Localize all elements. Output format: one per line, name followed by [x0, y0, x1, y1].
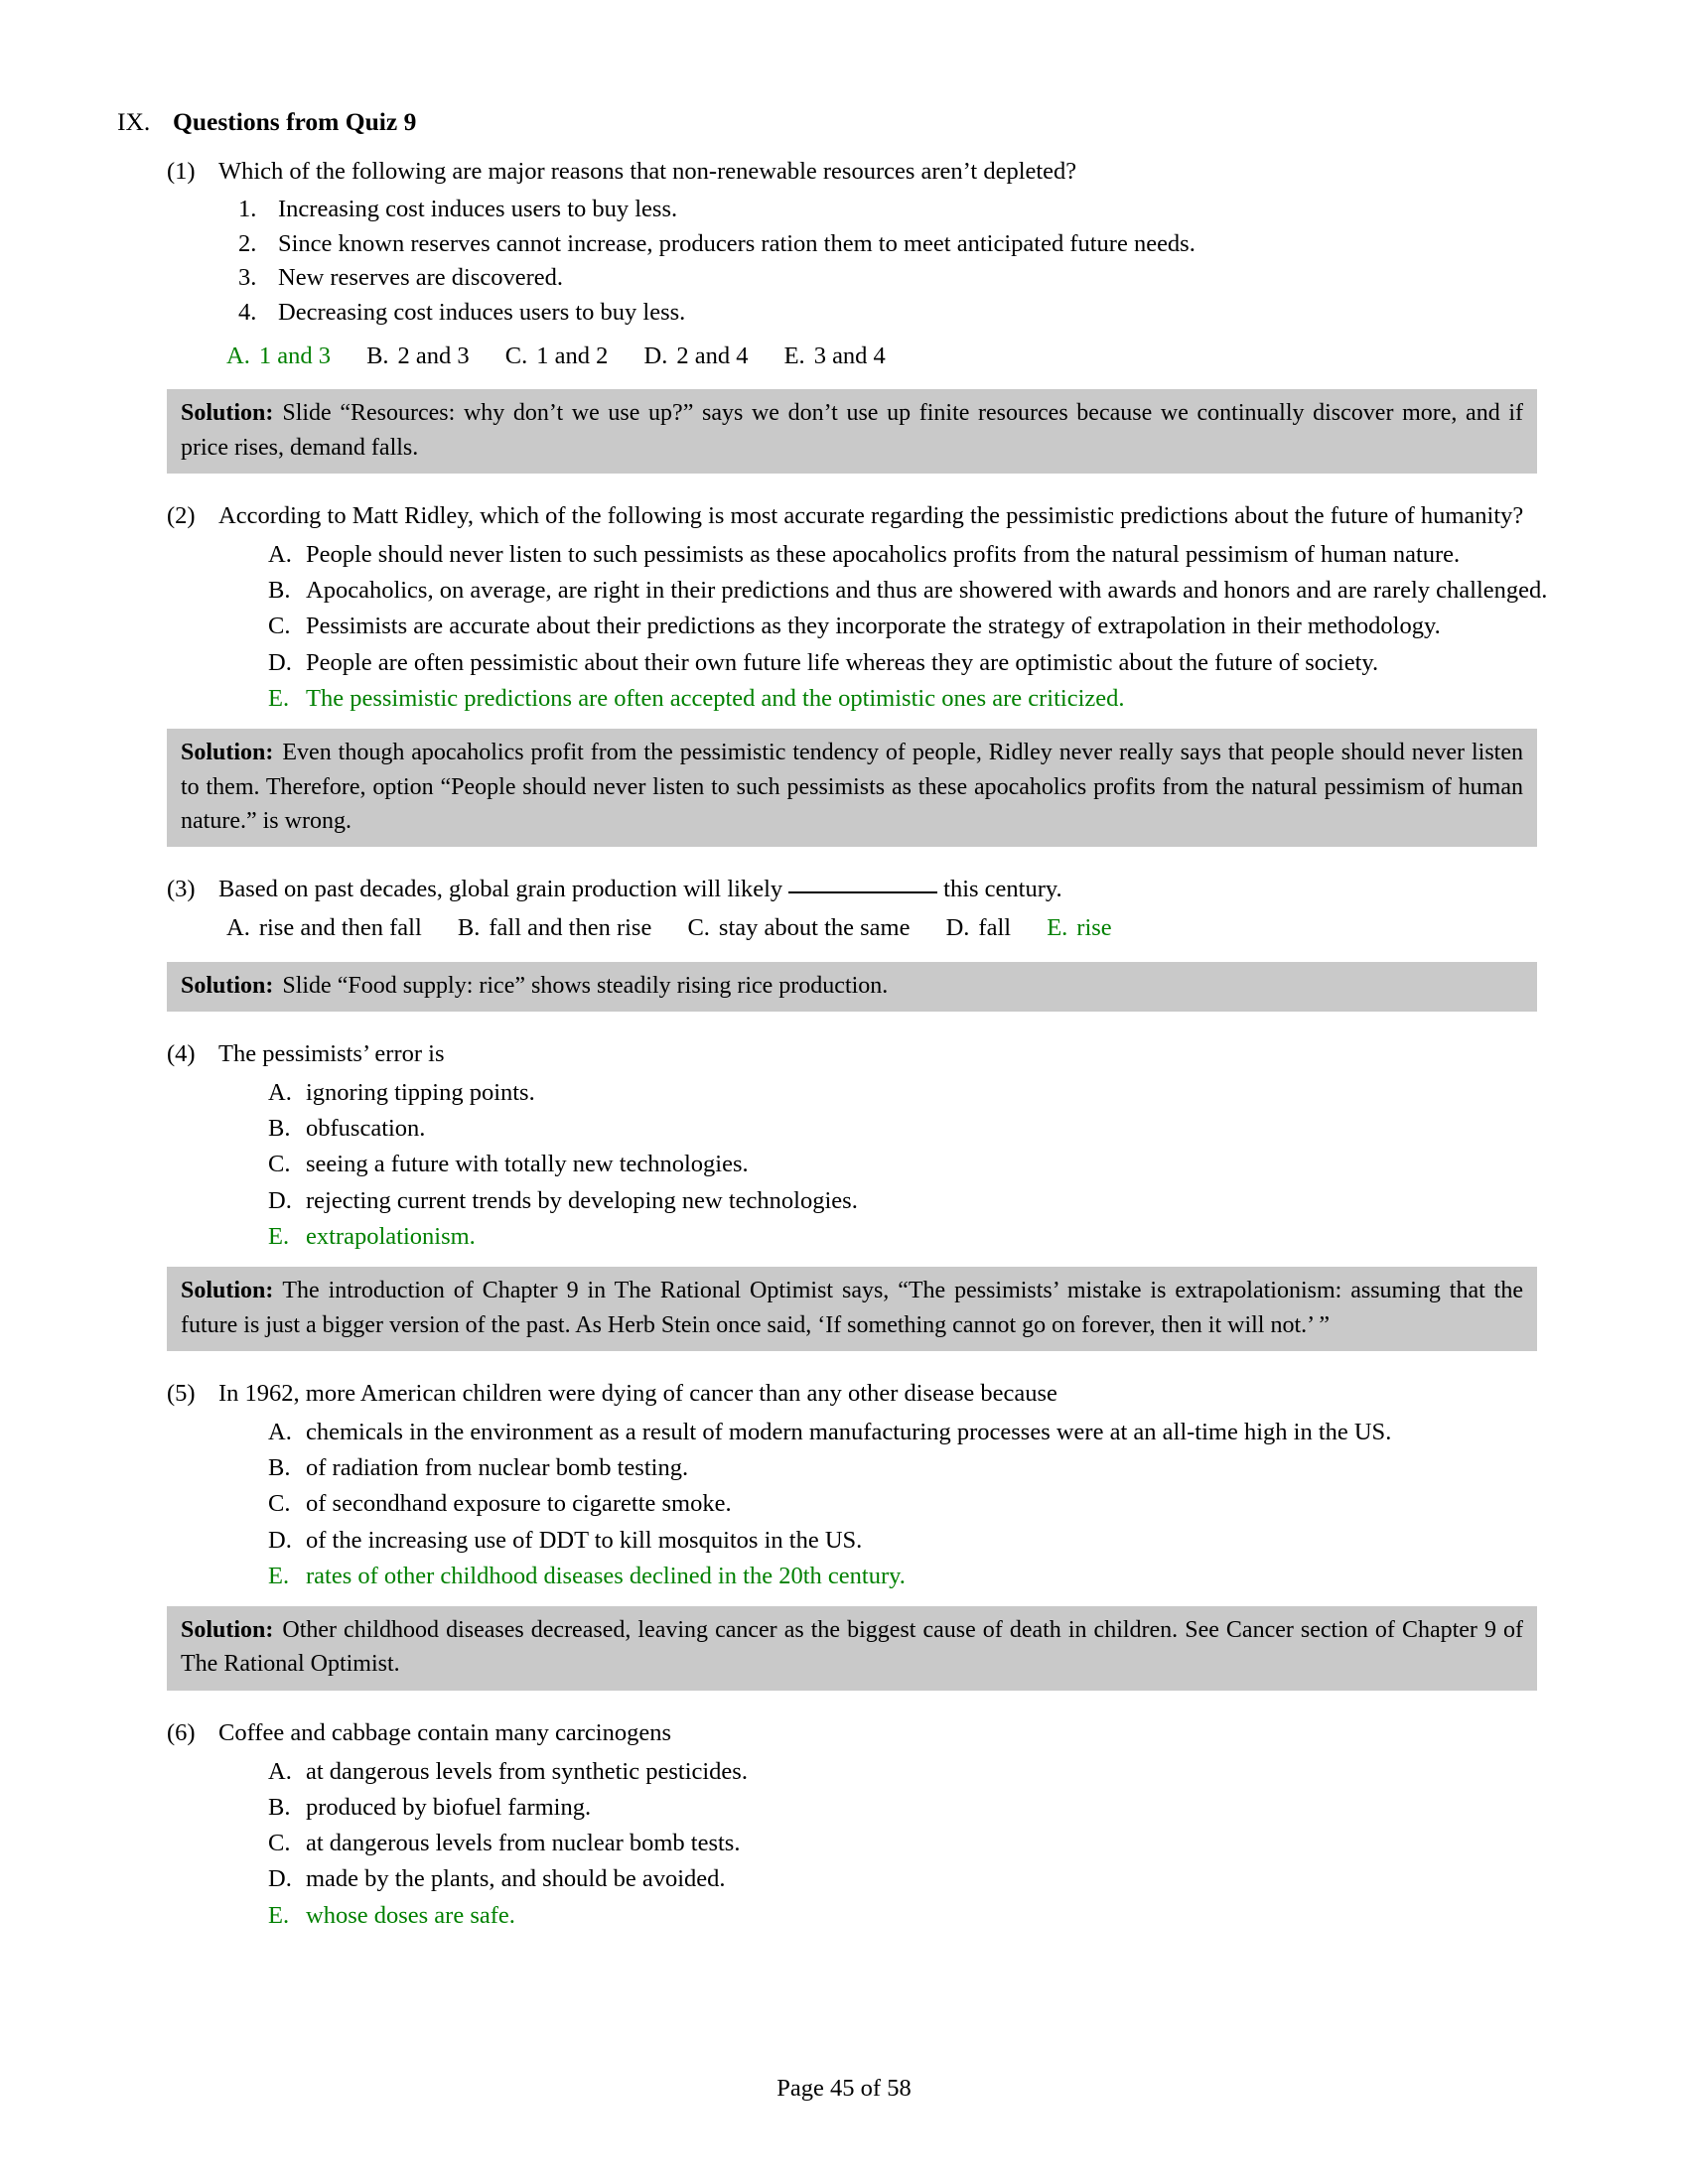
question-6-label: (6)	[167, 1718, 196, 1746]
choice-letter: D.	[268, 1865, 292, 1893]
list-item	[238, 227, 1571, 262]
choice-letter: D.	[268, 1526, 292, 1554]
choice-text: People are often pessimistic about their own future life whereas they are optimistic about the future of society.	[306, 648, 1379, 676]
choice-letter: A.	[268, 1078, 292, 1106]
choice-letter: A.	[226, 914, 250, 942]
choice-text: of radiation from nuclear bomb testing.	[306, 1453, 689, 1481]
choice-c[interactable]	[268, 609, 1571, 644]
choice-letter: A.	[268, 1418, 292, 1445]
choice-letter: A.	[268, 540, 292, 568]
question-1-stem	[167, 155, 1571, 189]
choice-letter: E.	[268, 1222, 290, 1250]
solution-label: Solution:	[181, 972, 274, 999]
choice-text: at dangerous levels from synthetic pesticides.	[306, 1757, 748, 1785]
choice-letter: D.	[268, 648, 292, 676]
list-item	[238, 193, 1571, 227]
choice-letter: B.	[366, 341, 389, 369]
question-3-solution	[167, 962, 1537, 1012]
choice-text: fall	[978, 914, 1012, 942]
solution-label: Solution:	[181, 1617, 274, 1644]
choice-c[interactable]	[268, 1826, 1571, 1861]
choice-text: The pessimistic predictions are often accepted and the optimistic ones are criticized.	[306, 685, 1125, 713]
list-item-label: 1.	[238, 195, 257, 222]
choice-text: rates of other childhood diseases declined in the 20th century.	[306, 1562, 906, 1589]
choice-c[interactable]	[687, 910, 910, 946]
choice-text: obfuscation.	[306, 1115, 426, 1142]
question-6-choices	[117, 1754, 1571, 1934]
question-4-stem	[167, 1037, 1571, 1071]
choice-c[interactable]	[268, 1486, 1571, 1522]
choice-letter: E.	[268, 1901, 290, 1929]
list-item-label: 2.	[238, 229, 257, 257]
choice-a[interactable]	[268, 1754, 1571, 1790]
question-6	[117, 1716, 1571, 1934]
choice-letter: A.	[268, 1757, 292, 1785]
choice-b[interactable]	[268, 1790, 1571, 1826]
choice-a[interactable]	[268, 1075, 1571, 1111]
choice-text: 1 and 3	[258, 341, 331, 369]
choice-letter: B.	[268, 1115, 291, 1142]
question-2-label: (2)	[167, 502, 196, 530]
question-2-choices	[117, 537, 1571, 717]
solution-text: Even though apocaholics profit from the pessimistic tendency of people, Ridley never really says that people should never listen to them. Therefore, option “People should never listen to such pessimists as these apocaholics profits from the natural pessimism of human nature.” is wrong.	[181, 740, 1523, 834]
choice-text: stay about the same	[718, 914, 911, 942]
question-4-label: (4)	[167, 1039, 196, 1067]
question-2-stem	[167, 499, 1571, 533]
question-5-choices	[117, 1415, 1571, 1594]
choice-text: 2 and 4	[676, 341, 749, 369]
solution-text: Other childhood diseases decreased, leaving cancer as the biggest cause of death in children. See Cancer section of Chapter 9 of The Rational Optimist.	[181, 1617, 1523, 1678]
list-item-label: 3.	[238, 264, 257, 292]
choice-d[interactable]	[946, 910, 1011, 946]
choice-b[interactable]	[366, 339, 470, 374]
choice-letter: B.	[268, 1453, 291, 1481]
choice-e[interactable]	[784, 339, 886, 374]
choice-c[interactable]	[268, 1147, 1571, 1182]
choice-text: 1 and 2	[536, 341, 609, 369]
choice-letter: C.	[268, 1830, 291, 1857]
solution-text: Slide “Food supply: rice” shows steadily rising rice production.	[282, 972, 889, 999]
choice-text: rise	[1076, 914, 1112, 942]
choice-letter: C.	[268, 1490, 291, 1518]
fill-in-blank	[788, 891, 937, 893]
choice-text: produced by biofuel farming.	[306, 1793, 592, 1821]
list-item-text: Since known reserves cannot increase, producers ration them to meet anticipated future needs.	[278, 229, 1196, 257]
choice-letter: C.	[268, 613, 291, 640]
question-3-label: (3)	[167, 876, 196, 903]
choice-d[interactable]	[268, 1183, 1571, 1219]
choice-letter: E.	[268, 685, 290, 713]
choice-e[interactable]	[1047, 910, 1111, 946]
question-4-text: The pessimists’ error is	[218, 1039, 445, 1067]
section-title: Questions from Quiz 9	[173, 107, 417, 136]
choice-a[interactable]	[226, 339, 331, 374]
solution-label: Solution:	[181, 1278, 274, 1304]
choice-letter: A.	[226, 341, 250, 369]
choice-e[interactable]	[268, 1559, 1571, 1594]
choice-text: chemicals in the environment as a result of modern manufacturing processes were at an all-time high in the US.	[306, 1418, 1392, 1445]
choice-b[interactable]	[268, 573, 1571, 609]
question-5-solution	[167, 1606, 1537, 1691]
solution-text: The introduction of Chapter 9 in The Rational Optimist says, “The pessimists’ mistake is extrapolationism: assuming that the future is just a bigger version of the past. As Herb Stein once said, ‘If something cannot go on forever, then it will not.’ ”	[181, 1278, 1523, 1338]
question-2	[117, 499, 1571, 847]
solution-label: Solution:	[181, 740, 274, 766]
choice-b[interactable]	[268, 1111, 1571, 1147]
question-3	[117, 873, 1571, 1012]
choice-text: extrapolationism.	[306, 1222, 476, 1250]
question-4-solution	[167, 1267, 1537, 1351]
question-6-stem	[167, 1716, 1571, 1750]
section-number: IX.	[117, 107, 151, 136]
choice-text: fall and then rise	[489, 914, 652, 942]
solution-label: Solution:	[181, 400, 274, 427]
question-6-text: Coffee and cabbage contain many carcinogens	[218, 1718, 672, 1746]
question-3-choices	[226, 906, 1571, 950]
list-item-text: New reserves are discovered.	[278, 264, 564, 292]
choice-letter: B.	[268, 1793, 291, 1821]
choice-text: Apocaholics, on average, are right in their predictions and thus are showered with awards and honors and are rarely challenged.	[306, 577, 1548, 605]
choice-text: People should never listen to such pessimists as these apocaholics profits from the natural pessimism of human nature.	[306, 540, 1461, 568]
question-1-numbered-list	[117, 193, 1571, 331]
choice-a[interactable]	[268, 1415, 1571, 1450]
question-3-stem	[167, 873, 1571, 906]
choice-text: Pessimists are accurate about their predictions as they incorporate the strategy of extrapolation in their methodology.	[306, 613, 1441, 640]
page-footer	[0, 2075, 1688, 2103]
choice-letter: E.	[268, 1562, 290, 1589]
solution-text: Slide “Resources: why don’t we use up?” says we don’t use up finite resources because we continually discover more, and if price rises, demand falls.	[181, 400, 1523, 461]
question-3-text-before-blank: Based on past decades, global grain production will likely	[218, 876, 783, 903]
question-3-text-after-blank: this century.	[943, 876, 1062, 903]
choice-letter: D.	[643, 341, 668, 369]
list-item-label: 4.	[238, 299, 257, 327]
choice-e[interactable]	[268, 681, 1571, 717]
question-5-text: In 1962, more American children were dying of cancer than any other disease because	[218, 1379, 1057, 1407]
choice-text: made by the plants, and should be avoided.	[306, 1865, 726, 1893]
question-5-stem	[167, 1377, 1571, 1411]
list-item	[238, 296, 1571, 331]
choice-text: rise and then fall	[258, 914, 422, 942]
choice-letter: E.	[783, 341, 805, 369]
choice-text: whose doses are safe.	[306, 1901, 515, 1929]
question-4	[117, 1037, 1571, 1351]
question-1-choices	[226, 335, 1571, 378]
question-2-solution	[167, 729, 1537, 847]
list-item-text: Increasing cost induces users to buy less.	[278, 195, 678, 222]
question-1-solution	[167, 389, 1537, 474]
choice-letter: D.	[945, 914, 970, 942]
choice-d[interactable]	[268, 645, 1571, 681]
choice-d[interactable]	[644, 339, 749, 374]
choice-letter: C.	[687, 914, 710, 942]
choice-letter: C.	[504, 341, 528, 369]
question-1-text: Which of the following are major reasons that non-renewable resources aren’t depleted?	[218, 158, 1077, 185]
choice-text: at dangerous levels from nuclear bomb tests.	[306, 1830, 741, 1857]
choice-letter: E.	[1047, 914, 1068, 942]
choice-text: 2 and 3	[397, 341, 470, 369]
choice-e[interactable]	[268, 1219, 1571, 1255]
choice-e[interactable]	[268, 1898, 1571, 1934]
choice-text: 3 and 4	[813, 341, 886, 369]
choice-text: ignoring tipping points.	[306, 1078, 535, 1106]
choice-letter: D.	[268, 1186, 292, 1214]
question-5-label: (5)	[167, 1379, 196, 1407]
question-4-choices	[117, 1075, 1571, 1255]
choice-letter: B.	[457, 914, 481, 942]
choice-letter: C.	[268, 1151, 291, 1178]
list-item-text: Decreasing cost induces users to buy less.	[278, 299, 686, 327]
choice-text: of secondhand exposure to cigarette smoke.	[306, 1490, 732, 1518]
choice-b[interactable]	[458, 910, 651, 946]
choice-text: of the increasing use of DDT to kill mosquitos in the US.	[306, 1526, 863, 1554]
choice-d[interactable]	[268, 1523, 1571, 1559]
question-1-label: (1)	[167, 158, 196, 185]
choice-text: rejecting current trends by developing new technologies.	[306, 1186, 858, 1214]
question-2-text: According to Matt Ridley, which of the following is most accurate regarding the pessimistic predictions about the future of humanity?	[218, 502, 1524, 530]
choice-d[interactable]	[268, 1861, 1571, 1897]
choice-b[interactable]	[268, 1450, 1571, 1486]
choice-a[interactable]	[268, 537, 1571, 573]
choice-c[interactable]	[505, 339, 609, 374]
page-number-text: Page 45 of 58	[776, 2075, 912, 2102]
choice-a[interactable]	[226, 910, 422, 946]
list-item	[238, 261, 1571, 296]
question-1	[117, 155, 1571, 474]
choice-text: seeing a future with totally new technologies.	[306, 1151, 749, 1178]
question-5	[117, 1377, 1571, 1691]
choice-letter: B.	[268, 577, 291, 605]
section-heading	[117, 107, 1571, 137]
